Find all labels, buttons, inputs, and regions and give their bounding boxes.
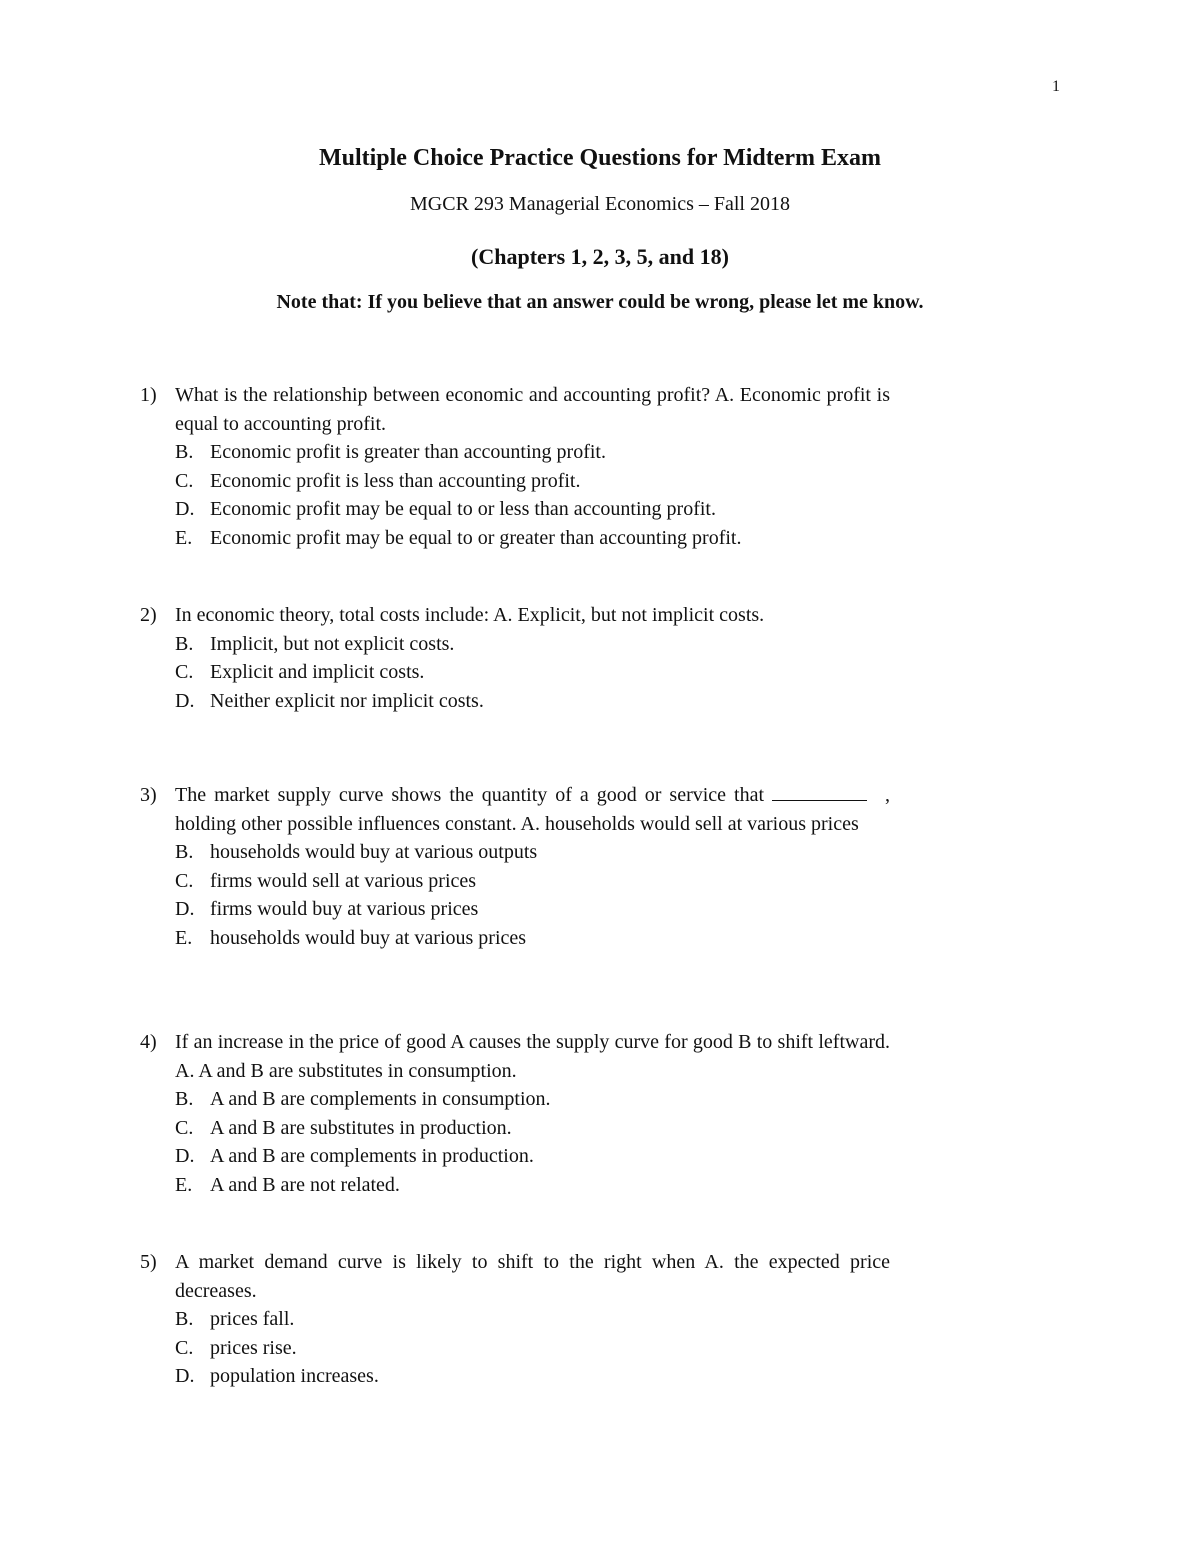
option-letter: C.: [175, 661, 194, 684]
option-text: Economic profit is less than accounting profit.: [210, 469, 581, 492]
question-text: If an increase in the price of good A causes the supply curve for good B to shift leftward. A. A and B are substitutes in consumption.: [175, 1031, 890, 1082]
question-text: What is the relationship between economic and accounting profit? A. Economic profit is equal to accounting profit.: [175, 384, 890, 435]
answer-option: [140, 1114, 890, 1143]
option-letter: D.: [175, 1365, 195, 1388]
page-number: 1: [1052, 78, 1060, 95]
option-letter: E.: [175, 526, 193, 549]
option-text: A and B are complements in production.: [210, 1145, 534, 1168]
option-letter: B.: [175, 1308, 194, 1331]
option-letter: C.: [175, 1336, 194, 1359]
option-text: Implicit, but not explicit costs.: [210, 632, 455, 655]
question-text-after-blank: , holding other possible influences constant. A. households would sell at various prices: [175, 784, 891, 835]
question-5: [140, 1248, 890, 1391]
option-letter: C.: [175, 469, 194, 492]
answer-option: [140, 1334, 890, 1363]
question-3: [140, 781, 890, 953]
answer-option: [140, 495, 890, 524]
answer-option: [140, 524, 890, 553]
option-text: firms would buy at various prices: [210, 898, 479, 921]
option-letter: B.: [175, 1088, 194, 1111]
option-text: Neither explicit nor implicit costs.: [210, 689, 484, 712]
answer-option: [140, 895, 890, 924]
answer-option: [140, 658, 890, 687]
answer-option: [140, 1305, 890, 1334]
option-text: Economic profit is greater than accounting profit.: [210, 441, 606, 464]
option-text: households would buy at various prices: [210, 926, 527, 949]
answer-option: [140, 630, 890, 659]
question-number: 4): [140, 1031, 157, 1053]
option-text: firms would sell at various prices: [210, 869, 477, 892]
option-letter: D.: [175, 498, 195, 521]
option-letter: D.: [175, 1145, 195, 1168]
note-text: Note that: If you believe that an answer could be wrong, please let me know.: [276, 291, 924, 313]
option-letter: E.: [175, 1173, 193, 1196]
option-text: population increases.: [210, 1365, 379, 1388]
course-subtitle: MGCR 293 Managerial Economics – Fall 2018: [410, 193, 790, 215]
document-title: Multiple Choice Practice Questions for Midterm Exam: [318, 145, 882, 171]
option-text: Explicit and implicit costs.: [210, 661, 425, 684]
option-letter: B.: [175, 841, 194, 864]
answer-option: [140, 1362, 890, 1391]
answer-option: [140, 1085, 890, 1114]
option-text: households would buy at various outputs: [210, 841, 538, 864]
question-number: 1): [140, 384, 157, 406]
answer-option: [140, 467, 890, 496]
answer-option: [140, 1171, 890, 1200]
answer-option: [140, 438, 890, 467]
answer-blank: [772, 782, 867, 801]
question-text: In economic theory, total costs include: A. Explicit, but not implicit costs.: [175, 604, 765, 626]
answer-option: [140, 838, 890, 867]
answer-option: [140, 687, 890, 716]
question-1: [140, 381, 890, 553]
option-letter: E.: [175, 926, 193, 949]
option-letter: C.: [175, 869, 194, 892]
option-text: A and B are complements in consumption.: [210, 1088, 551, 1111]
option-letter: D.: [175, 898, 195, 921]
option-letter: C.: [175, 1116, 194, 1139]
chapters-heading: (Chapters 1, 2, 3, 5, and 18): [471, 244, 729, 269]
option-text: A and B are substitutes in production.: [210, 1116, 512, 1139]
option-text: prices fall.: [210, 1308, 295, 1331]
option-text: prices rise.: [210, 1336, 297, 1359]
option-letter: D.: [175, 689, 195, 712]
question-text: A market demand curve is likely to shift to the right when A. the expected price decreases.: [175, 1251, 890, 1302]
option-letter: B.: [175, 441, 194, 464]
option-letter: B.: [175, 632, 194, 655]
question-number: 3): [140, 784, 157, 806]
question-text: [175, 781, 890, 838]
question-4: [140, 1028, 890, 1200]
answer-option: [140, 924, 890, 953]
question-2: [140, 601, 890, 715]
question-number: 2): [140, 604, 157, 626]
answer-option: [140, 867, 890, 896]
option-text: A and B are not related.: [210, 1173, 400, 1196]
option-text: Economic profit may be equal to or greater than accounting profit.: [210, 526, 742, 549]
option-text: Economic profit may be equal to or less than accounting profit.: [210, 498, 716, 521]
question-number: 5): [140, 1251, 157, 1273]
question-text-before-blank: The market supply curve shows the quantity of a good or service that: [175, 784, 765, 806]
answer-option: [140, 1142, 890, 1171]
